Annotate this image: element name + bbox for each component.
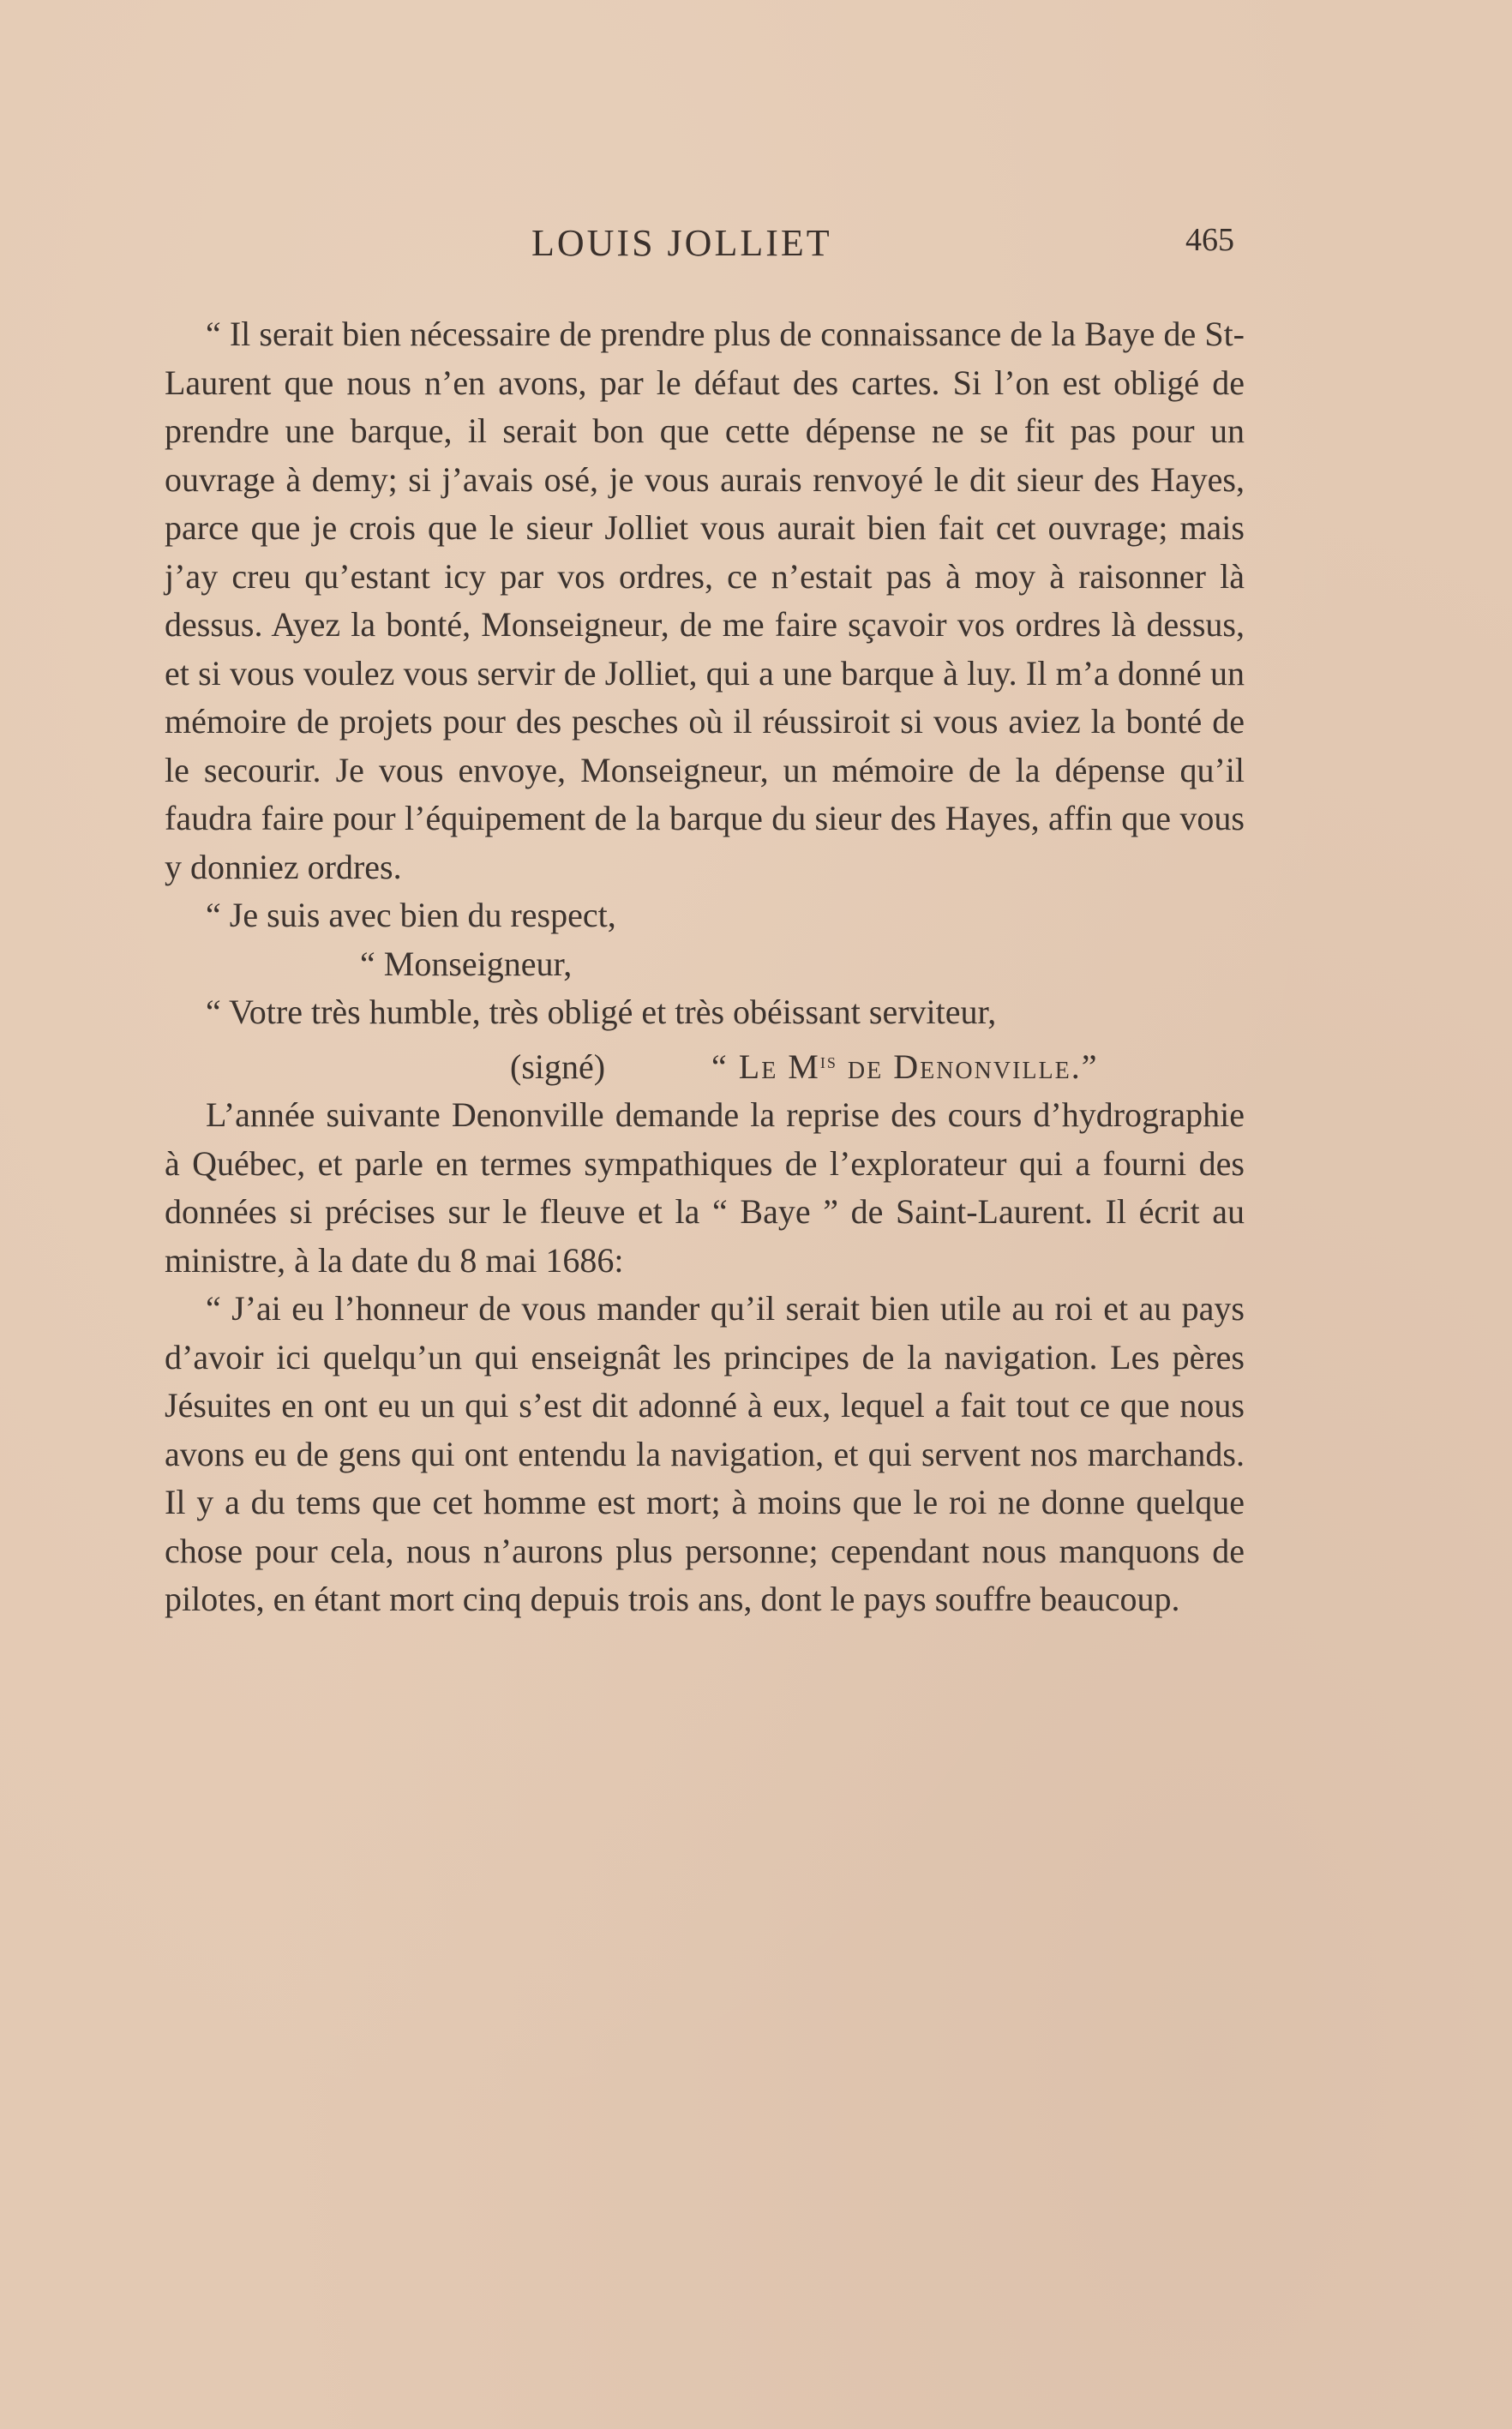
signature-line — [165, 1037, 1245, 1092]
letter-closing: “ Votre très humble, très obligé et très obéissant serviteur, — [206, 993, 997, 1031]
running-title: LOUIS JOLLIET — [531, 222, 832, 264]
letter-paragraph-2: “ J’ai eu l’honneur de vous mander qu’il serait bien utile au roi et au pays d’avoir ici quelqu’un qui enseignât les principes de la navigation. Les pères Jésuites en ont eu un qui s’est dit adonné à eux, lequel a fait tout ce que nous avons eu de gens qui ont entendu la navigation, et qui servent nos marchands. Il y a du tems que cet homme est mort; à moins que le roi ne donne quelque chose pour cela, nous n’aurons plus personne; cependant nous manquons de pilotes, en étant mort cinq depuis trois ans, dont le pays souffre beaucoup. — [165, 1289, 1245, 1618]
signature-name-start: “ Le M — [711, 1047, 820, 1086]
letter-addressee: “ Monseigneur, — [360, 944, 573, 983]
narrative-paragraph: L’année suivante Denonville demande la reprise des cours d’hydrographie à Québec, et parle en termes sympathiques de l’explorateur qui a fourni des données si précises sur le fleuve et la “ Baye ” de Saint-Laurent. Il écrit au ministre, à la date du 8 mai 1686: — [165, 1095, 1245, 1280]
letter-paragraph-1: “ Il serait bien nécessaire de prendre plus de connaissance de la Baye de St-Laurent que nous n’en avons, par le défaut des cartes. Si l’on est obligé de prendre une barque, il serait bon que cette dépense ne se fit pas pour un ouvrage à demy; si j’avais osé, je vous aurais renvoyé le dit sieur des Hayes, parce que je crois que le sieur Jolliet vous aurait bien fait cet ouvrage; mais j’ay creu qu’estant icy par vos ordres, ce n’estait pas à moy à raisonner là dessus. Ayez la bonté, Monseigneur, de me faire sçavoir vos ordres là dessus, et si vous voulez vous servir de Jolliet, qui a une barque à luy. Il m’a donné un mémoire de projets pour des pesches où il réussiroit si vous aviez la bonté de le secourir. Je vous envoye, Monseigneur, un mémoire de la dépense qu’il faudra faire pour l’équipement de la barque du sieur des Hayes, affin que vous y donniez ordres. — [165, 315, 1245, 886]
signed-label: (signé) — [510, 1047, 606, 1086]
signature-name-end: de Denonville.” — [837, 1047, 1099, 1086]
body-text — [165, 310, 1245, 1624]
running-head — [0, 221, 1512, 273]
letter-salutation: “ Je suis avec bien du respect, — [206, 896, 616, 934]
signature-superscript: is — [819, 1047, 837, 1073]
page-number: 465 — [1185, 222, 1234, 258]
